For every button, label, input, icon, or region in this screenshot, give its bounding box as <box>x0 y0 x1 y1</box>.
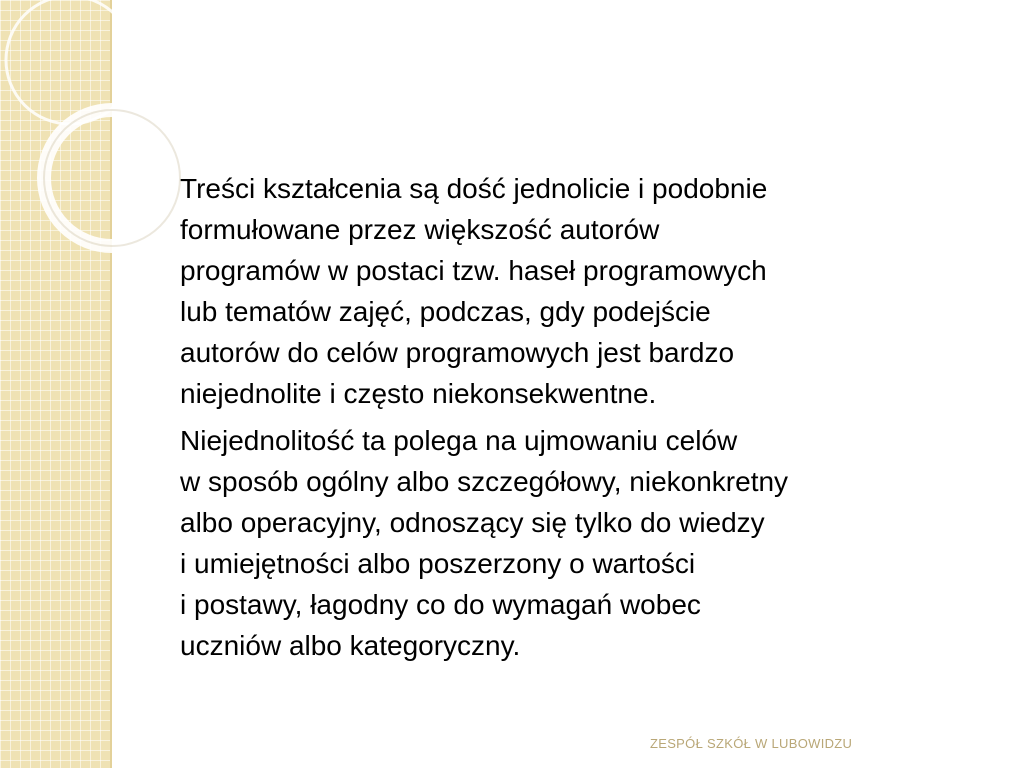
paragraph-2-line: i umiejętności albo poszerzony o wartości <box>180 548 696 579</box>
paragraph-2 <box>180 420 980 666</box>
paragraph-1 <box>180 168 980 414</box>
paragraph-1-line: niejednolite i często niekonsekwentne. <box>180 378 657 409</box>
paragraph-1-line: formułowane przez większość autorów <box>180 214 660 245</box>
paragraph-1-line: lub tematów zajęć, podczas, gdy podejście <box>180 296 711 327</box>
paragraph-1-line: autorów do celów programowych jest bardzo <box>180 337 735 368</box>
paragraph-2-line: uczniów albo kategoryczny. <box>180 630 521 661</box>
decorative-side-strip <box>0 0 112 768</box>
paragraph-2-line: Niejednolitość ta polega na ujmowaniu celów <box>180 425 738 456</box>
paragraph-2-line: albo operacyjny, odnoszący się tylko do wiedzy <box>180 507 765 538</box>
paragraph-1-line: programów w postaci tzw. haseł programowych <box>180 255 767 286</box>
paragraph-2-line: w sposób ogólny albo szczegółowy, niekonkretny <box>180 466 789 497</box>
paragraph-1-line: Treści kształcenia są dość jednolicie i podobnie <box>180 173 768 204</box>
footer-school-name: ZESPÓŁ SZKÓŁ W LUBOWIDZU <box>650 736 853 751</box>
paragraph-2-line: i postawy, łagodny co do wymagań wobec <box>180 589 701 620</box>
slide-body <box>180 168 980 672</box>
